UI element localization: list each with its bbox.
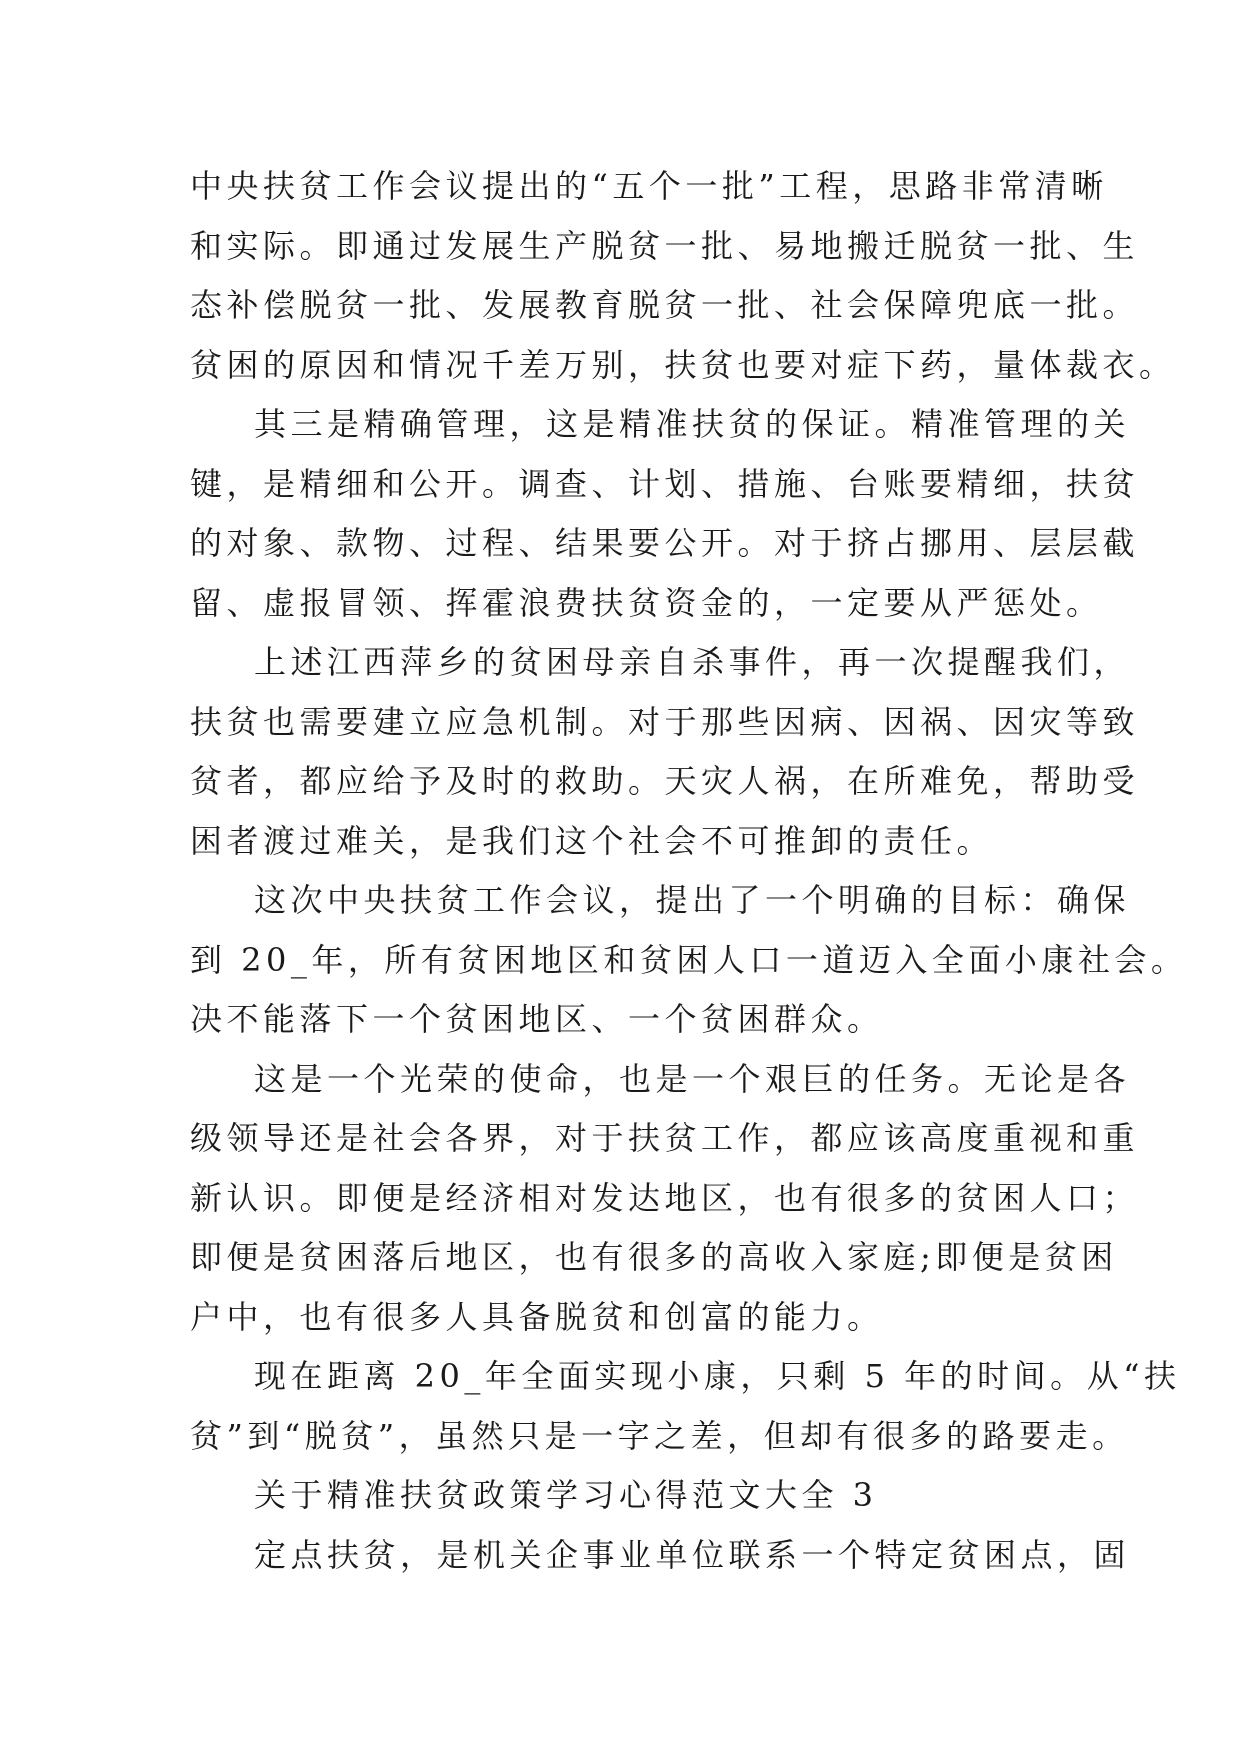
text-line: 新认识。即便是经济相对发达地区，也有很多的贫困人口； [190, 1178, 1140, 1217]
text-line: 贫”到“脱贫”，虽然只是一字之差，但却有很多的路要走。 [190, 1416, 1129, 1455]
text-line: 现在距离 20_年全面实现小康，只剩 5 年的时间。从“扶 [254, 1357, 1181, 1395]
text-line: 贫者，都应给予及时的救助。天灾人祸，在所难免，帮助受 [190, 762, 1140, 800]
document-body [190, 157, 1188, 1585]
text-line: 的对象、款物、过程、结果要公开。对于挤占挪用、层层截 [190, 524, 1140, 562]
text-line: 决不能落下一个贫困地区、一个贫困群众。 [190, 1000, 884, 1038]
text-line: 这次中央扶贫工作会议，提出了一个明确的目标：确保 [254, 881, 1131, 919]
text-line: 留、虚报冒领、挥霍浪费扶贫资金的，一定要从严惩处。 [190, 583, 1103, 622]
text-line: 其三是精确管理，这是精准扶贫的保证。精准管理的关 [254, 405, 1131, 443]
text-line: 贫困的原因和情况千差万别，扶贫也要对症下药，量体裁衣。 [190, 345, 1176, 384]
text-line: 态补偿脱贫一批、发展教育脱贫一批、社会保障兜底一批。 [190, 286, 1140, 324]
text-line: 到 20_年，所有贫困地区和贫困人口一道迈入全面小康社会。 [190, 940, 1188, 979]
text-line: 级领导还是社会各界，对于扶贫工作，都应该高度重视和重 [190, 1119, 1140, 1157]
text-line: 困者渡过难关，是我们这个社会不可推卸的责任。 [190, 821, 994, 860]
text-line: 键，是精细和公开。调查、计划、措施、台账要精细，扶贫 [190, 464, 1140, 503]
text-line: 这是一个光荣的使命，也是一个艰巨的任务。无论是各 [254, 1059, 1131, 1098]
text-line: 户中，也有很多人具备脱贫和创富的能力。 [190, 1297, 884, 1336]
text-line: 和实际。即通过发展生产脱贫一批、易地搬迁脱贫一批、生 [190, 226, 1140, 265]
text-line: 定点扶贫，是机关企事业单位联系一个特定贫困点，固 [254, 1535, 1131, 1574]
text-line: 关于精准扶贫政策学习心得范文大全 3 [254, 1476, 878, 1514]
text-line: 扶贫也需要建立应急机制。对于那些因病、因祸、因灾等致 [190, 702, 1140, 741]
text-line: 上述江西萍乡的贫困母亲自杀事件，再一次提醒我们， [254, 643, 1131, 681]
text-line: 中央扶贫工作会议提出的“五个一批”工程，思路非常清晰 [190, 167, 1108, 205]
text-line: 即便是贫困落后地区，也有很多的高收入家庭;即便是贫困 [190, 1238, 1118, 1276]
